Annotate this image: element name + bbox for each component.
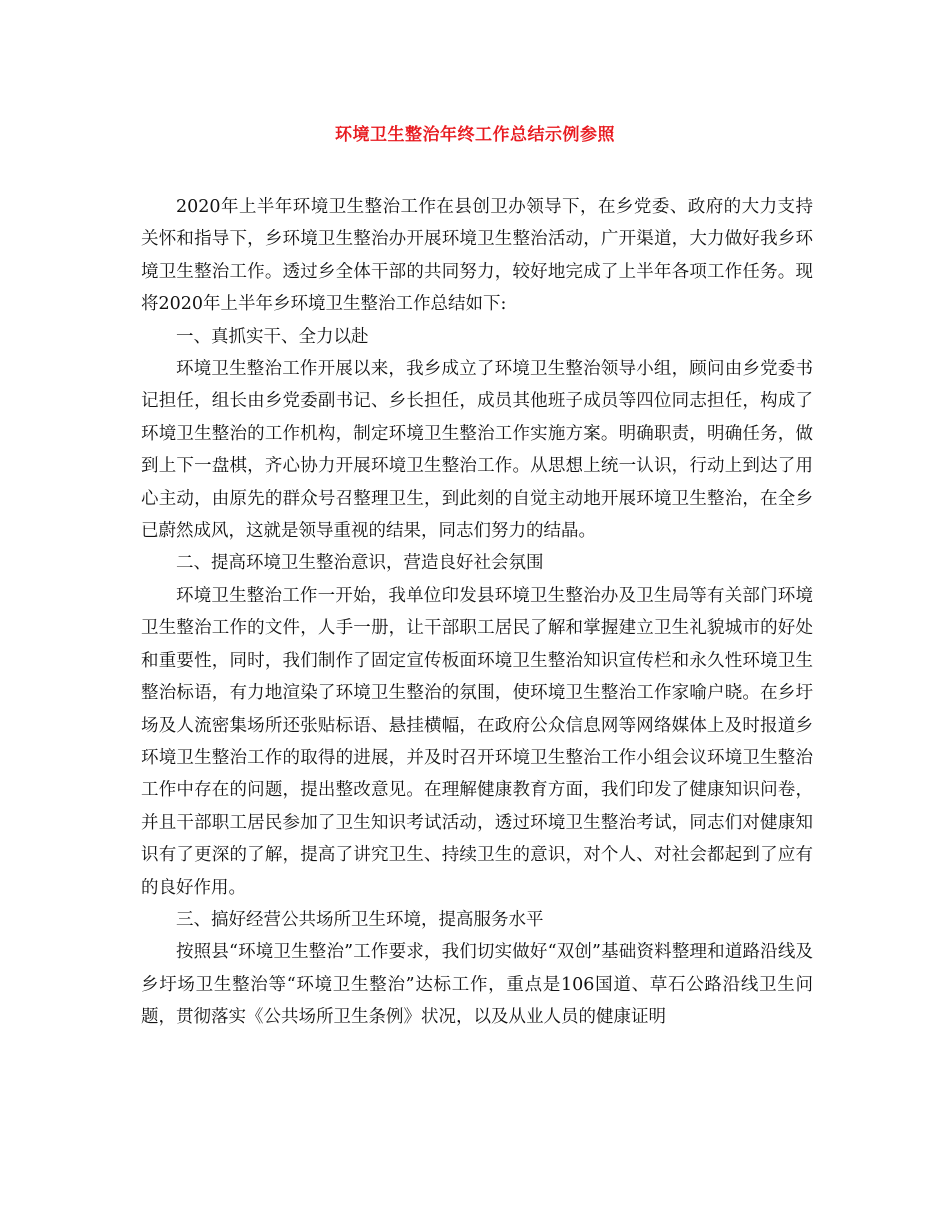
paragraph-section-1: 环境卫生整治工作开展以来，我乡成立了环境卫生整治领导小组，顾问由乡党委书记担任，组长由乡党委副书记、乡长担任，成员其他班子成员等四位同志担任，构成了环境卫生整治的工作机构，制定环境卫生整治工作实施方案。明确职责，明确任务，做到上下一盘棋，齐心协力开展环境卫生整治工作。从思想上统一认识，行动上到达了用心主动，由原先的群众号召整理卫生，到此刻的自觉主动地开展环境卫生整治，在全乡已蔚然成风，这就是领导重视的结果，同志们努力的结晶。 xyxy=(141,359,813,542)
section-heading-3: 三、搞好经营公共场所卫生环境，提高服务水平 xyxy=(176,909,544,930)
paragraph-section-3: 按照县“环境卫生整治”工作要求，我们切实做好“双创”基础资料整理和道路沿线及乡圩场卫生整治等“环境卫生整治”达标工作，重点是106国道、草石公路沿线卫生问题，贯彻落实《公共场所卫生条例》状况，以及从业人员的健康证明 xyxy=(141,942,813,1028)
section-heading-2: 二、提高环境卫生整治意识，营造良好社会氛围 xyxy=(176,553,544,574)
section-heading-1: 一、真抓实干、全力以赴 xyxy=(176,326,369,347)
document-body xyxy=(141,191,813,1034)
paragraph-section-2: 环境卫生整治工作一开始，我单位印发县环境卫生整治办及卫生局等有关部门环境卫生整治工作的文件，人手一册，让干部职工居民了解和掌握建立卫生礼貌城市的好处和重要性，同时，我们制作了固定宣传板面环境卫生整治知识宣传栏和永久性环境卫生整治标语，有力地渲染了环境卫生整治的氛围，使环境卫生整治工作家喻户晓。在乡圩场及人流密集场所还张贴标语、悬挂横幅，在政府公众信息网等网络媒体上及时报道乡环境卫生整治工作的取得的进展，并及时召开环境卫生整治工作小组会议环境卫生整治工作中存在的问题，提出整改意见。在理解健康教育方面，我们印发了健康知识问卷，并且干部职工居民参加了卫生知识考试活动，透过环境卫生整治考试，同志们对健康知识有了更深的了解，提高了讲究卫生、持续卫生的意识，对个人、对社会都起到了应有的良好作用。 xyxy=(141,585,813,898)
paragraph-intro: 2020年上半年环境卫生整治工作在县创卫办领导下，在乡党委、政府的大力支持关怀和指导下，乡环境卫生整治办开展环境卫生整治活动，广开渠道，大力做好我乡环境卫生整治工作。透过乡全体干部的共同努力，较好地完成了上半年各项工作任务。现将2020年上半年乡环境卫生整治工作总结如下: xyxy=(141,197,813,315)
document-title: 环境卫生整治年终工作总结示例参照 xyxy=(335,125,615,145)
